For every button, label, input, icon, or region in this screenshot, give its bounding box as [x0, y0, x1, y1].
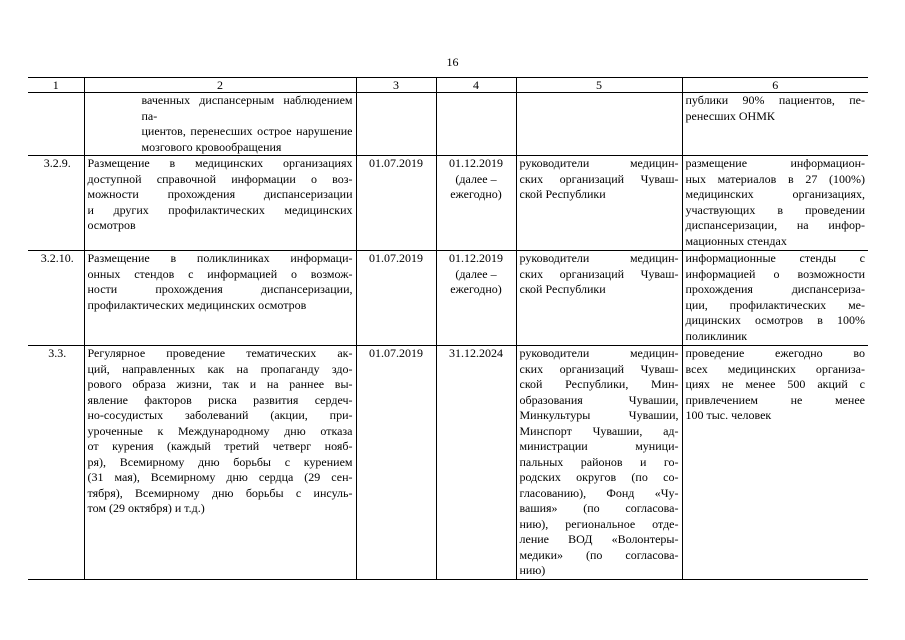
expected-result-line: информацией о возможности — [685, 266, 865, 281]
end-date-line: (далее – — [455, 171, 497, 186]
header-col-3: 3 — [356, 78, 436, 93]
activity-text-line: доступной справочной информации о воз- — [87, 171, 353, 186]
expected-result-cell — [682, 93, 868, 156]
expected-result-line: участвующих в проведении — [685, 202, 865, 217]
responsible-line: ление ВОД «Волонтеры- — [519, 532, 679, 546]
expected-result-line: прохождения диспансериза- — [685, 282, 865, 296]
responsible-line: ских организаций Чуваш- — [519, 266, 679, 281]
activity-text-line: мозгового кровообращения — [141, 139, 282, 154]
responsible-line: гласованию), Фонд «Чу- — [519, 485, 679, 500]
plan-table — [28, 77, 868, 580]
activity-text-line: явление факторов риска развития сердеч- — [87, 392, 353, 407]
header-col-6: 6 — [682, 78, 868, 93]
expected-result-line: поликлиник — [685, 328, 748, 343]
activity-text-line: Размещение в поликлиниках информаци- — [87, 251, 353, 265]
expected-result-line: циях не менее 500 акций с — [685, 377, 865, 391]
activity-text-line: тября), Всемирному дню борьбы с инсуль- — [87, 485, 353, 500]
item-number: 3.2.10. — [40, 251, 74, 265]
activity-text-line: от курения (каждый третий четверг нояб- — [87, 439, 353, 453]
responsible-line: руководители медицин- — [519, 156, 679, 170]
activity-text-line: уроченные к Международному дню отказа — [87, 423, 353, 438]
expected-result-line: размещение информацион- — [685, 156, 865, 170]
responsible-line: образования Чувашии, — [519, 392, 679, 407]
responsible-line: ских организаций Чуваш- — [519, 361, 679, 376]
table-row — [28, 346, 868, 580]
activity-text-line: профилактических медицинских осмотров — [87, 297, 307, 312]
activity-text-line: ций, направленных как на пропаганду здо- — [87, 361, 353, 376]
activity-text-line: но-сосудистых заболеваний (акции, при- — [87, 408, 353, 422]
end-date-line: 01.12.2019 — [449, 251, 503, 265]
expected-result-line: ции, профилактических ме- — [685, 297, 865, 312]
activity-text-line: Размещение в медицинских организациях — [87, 156, 353, 170]
expected-result-line: мационных стендах — [685, 233, 787, 248]
item-number-cell — [28, 251, 84, 346]
start-date-line: 01.07.2019 — [369, 251, 423, 265]
end-date-line: ежегодно) — [450, 282, 502, 296]
responsible-line: руководители медицин- — [519, 346, 679, 360]
expected-result-cell — [682, 346, 868, 580]
responsible-line: медики» (по согласова- — [519, 547, 679, 562]
activity-text-cell — [84, 251, 356, 346]
responsible-cell — [516, 346, 682, 580]
expected-result-line: ных материалов в 27 (100%) — [685, 171, 865, 186]
end-date-line: ежегодно) — [450, 187, 502, 201]
expected-result-line: ренесших ОНМК — [685, 108, 775, 123]
end-date-line: 31.12.2024 — [449, 346, 503, 360]
responsible-line: вашия» (по согласова- — [519, 501, 679, 515]
item-number-cell — [28, 346, 84, 580]
start-date-line: 01.07.2019 — [369, 346, 423, 360]
expected-result-line: информационные стенды с — [685, 251, 865, 265]
page-number: 16 — [446, 55, 459, 69]
responsible-line: пальных районов и го- — [519, 454, 679, 469]
activity-text-line: циентов, перенесших острое нарушение — [141, 124, 353, 138]
activity-text-line: ности прохождения диспансеризации, — [87, 282, 353, 296]
activity-text-line: рового образа жизни, так и на раннее вы- — [87, 377, 353, 391]
header-col-4: 4 — [436, 78, 516, 93]
header-col-5: 5 — [516, 78, 682, 93]
table-row — [28, 251, 868, 346]
expected-result-line: медицинских организациях, — [685, 187, 865, 201]
item-number: 3.3. — [48, 346, 67, 360]
end-date-cell — [436, 251, 516, 346]
expected-result-line: 100 тыс. человек — [685, 408, 772, 422]
end-date-cell — [436, 346, 516, 580]
responsible-line: нию), региональное отде- — [519, 516, 679, 531]
item-number-cell — [28, 93, 84, 156]
expected-result-line: всех медицинских организа- — [685, 361, 865, 376]
start-date-cell — [356, 156, 436, 251]
activity-text-cell — [84, 346, 356, 580]
activity-text-line: осмотров — [87, 218, 136, 232]
responsible-line: ской Республики, Мин- — [519, 377, 679, 391]
table-row — [28, 156, 868, 251]
responsible-cell — [516, 156, 682, 251]
activity-text-cell — [84, 156, 356, 251]
activity-text-line: ваченных диспансерным наблюдением па- — [141, 93, 353, 123]
activity-text-line: Регулярное проведение тематических ак- — [87, 346, 353, 360]
item-number-cell — [28, 156, 84, 251]
responsible-line: родских округов (по со- — [519, 470, 679, 484]
end-date-cell — [436, 156, 516, 251]
activity-text-line: ря), Всемирному дню борьбы с курением — [87, 454, 353, 469]
activity-text-line: онных стендов с информацией о возмож- — [87, 266, 353, 281]
activity-text-line: том (29 октября) и т.д.) — [87, 501, 205, 515]
expected-result-line: привлечением не менее — [685, 392, 865, 407]
start-date-cell — [356, 93, 436, 156]
end-date-line: (далее – — [455, 266, 497, 281]
responsible-line: ской Республики — [519, 187, 606, 201]
responsible-line: ской Республики — [519, 282, 606, 296]
header-col-1: 1 — [28, 78, 84, 93]
expected-result-cell — [682, 251, 868, 346]
table-header — [28, 78, 868, 93]
activity-text-line: и других профилактических медицинских — [87, 202, 353, 217]
item-number: 3.2.9. — [43, 156, 71, 170]
expected-result-line: публики 90% пациентов, пе- — [685, 93, 865, 107]
expected-result-cell — [682, 156, 868, 251]
end-date-line: 01.12.2019 — [449, 156, 503, 170]
start-date-line: 01.07.2019 — [369, 156, 423, 170]
start-date-cell — [356, 346, 436, 580]
activity-text-cell — [84, 93, 356, 156]
table-row — [28, 93, 868, 156]
responsible-line: руководители медицин- — [519, 251, 679, 265]
responsible-line: Минспорт Чувашии, ад- — [519, 423, 679, 438]
responsible-line: Минкультуры Чувашии, — [519, 408, 679, 422]
activity-text-line: можности прохождения диспансеризации — [87, 187, 353, 201]
expected-result-line: проведение ежегодно во — [685, 346, 865, 360]
expected-result-line: диспансеризации, на инфор- — [685, 218, 865, 232]
end-date-cell — [436, 93, 516, 156]
activity-text-line: (31 мая), Всемирному дню сердца (29 сен- — [87, 470, 353, 484]
responsible-line: ских организаций Чуваш- — [519, 171, 679, 186]
responsible-line: нию) — [519, 563, 546, 577]
responsible-cell — [516, 251, 682, 346]
header-col-2: 2 — [84, 78, 356, 93]
responsible-cell — [516, 93, 682, 156]
expected-result-line: дицинских осмотров в 100% — [685, 313, 865, 327]
responsible-line: министрации муници- — [519, 439, 679, 453]
start-date-cell — [356, 251, 436, 346]
